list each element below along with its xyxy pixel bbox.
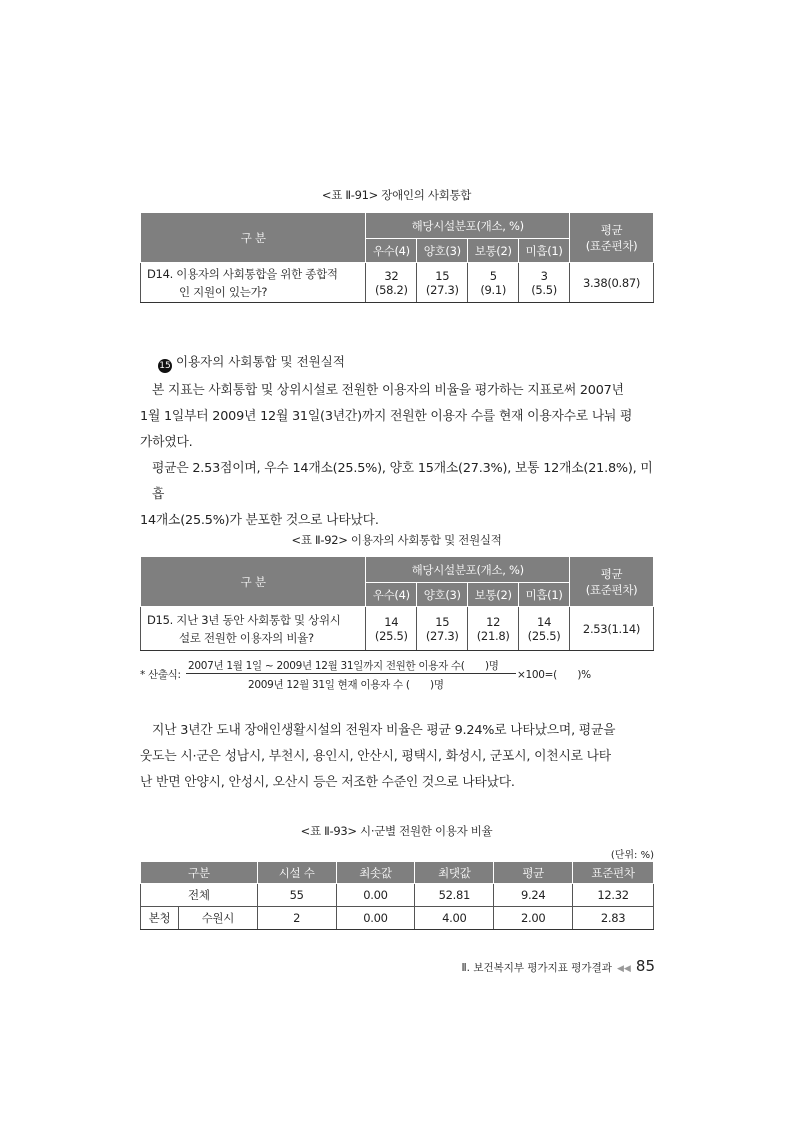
table91-col-header: 양호(3) (417, 239, 468, 263)
paragraph-3: 지난 3년간 도내 장애인생활시설의 전원자 비율은 평균 9.24%로 나타났으며, 평균을 웃도는 시·군은 성남시, 부천시, 용인시, 안산시, 평택시, 화성시, 군포시, 이천시로 나타 난 반면 안양시, 안성시, 오산시 등은 저조한 수준인 것으로 나타났다. (140, 723, 616, 790)
table92-col-header: 양호(3) (417, 583, 468, 607)
table91-cell: 32 (58.2) (366, 263, 417, 303)
table93-header: 표준편차 (573, 862, 654, 884)
table92-col-header: 보통(2) (468, 583, 519, 607)
table93-header: 구분 (141, 862, 258, 884)
formula-denominator: 2009년 12월 31일 현재 이용자 수 ( )명 (248, 679, 444, 691)
table91-cell: 3 (5.5) (519, 263, 570, 303)
table91-col-header: 미흡(1) (519, 239, 570, 263)
formula-suffix: ×100=( )% (517, 669, 591, 681)
table-row: 전체 55 0.00 52.81 9.24 12.32 (141, 884, 654, 907)
footer-text: Ⅱ. 보건복지부 평가지표 평가결과 (461, 962, 612, 974)
table93-unit: (단위: %) (610, 850, 654, 861)
paragraph-1: 본 지표는 사회통합 및 상위시설로 전원한 이용자의 비율을 평가하는 지표로써 2007년 1월 1일부터 2009년 12월 31일(3년간)까지 전원한 이용자 수를 현재 이용자수로 나눠 평 가하였다. 평균은 2.53점이며, 우수 14개소(25.5%), 양호 15개소(27.3%), 보통 12개소(21.8%), 미흡 14개소(25.5%)가 분포한 것으로 나타났다. (140, 383, 653, 528)
table91-avg: 3.38(0.87) (570, 263, 654, 303)
table93-header: 시설 수 (257, 862, 336, 884)
table92-row-label: D15. 지난 3년 동안 사회통합 및 상위시 설로 전원한 이용자의 비율? (141, 607, 366, 651)
table93-header: 평균 (494, 862, 573, 884)
formula (140, 656, 660, 692)
table91-cell: 5 (9.1) (468, 263, 519, 303)
table91-header-avg: 평균 (표준편차) (570, 213, 654, 263)
table92-col-header: 우수(4) (366, 583, 417, 607)
section-heading (158, 352, 345, 373)
table91 (140, 212, 654, 303)
table93-header: 최댓값 (415, 862, 494, 884)
table92-cell: 15 (27.3) (417, 607, 468, 651)
table92-avg: 2.53(1.14) (570, 607, 654, 651)
table92-header-dist: 해당시설분포(개소, %) (366, 557, 570, 583)
table91-caption: <표 Ⅱ-91> 장애인의 사회통합 (321, 188, 472, 202)
page-number: 85 (635, 957, 655, 975)
table92-cell: 14 (25.5) (366, 607, 417, 651)
table92-header-avg: 평균 (표준편차) (570, 557, 654, 607)
table93 (140, 861, 654, 930)
table92-cell: 12 (21.8) (468, 607, 519, 651)
formula-prefix: * 산출식: (140, 669, 181, 681)
table92-cell: 14 (25.5) (519, 607, 570, 651)
table93-caption: <표 Ⅱ-93> 시·군별 전원한 이용자 비율 (300, 824, 493, 838)
table91-col-header: 우수(4) (366, 239, 417, 263)
table92-caption: <표 Ⅱ-92> 이용자의 사회통합 및 전원실적 (291, 533, 502, 547)
table91-row-label: D14. 이용자의 사회통합을 위한 종합적 인 지원이 있는가? (141, 263, 366, 303)
number-badge-icon: 15 (159, 361, 171, 371)
table92-col-header: 미흡(1) (519, 583, 570, 607)
page-footer (440, 956, 655, 975)
table91-header-gubun: 구 분 (141, 213, 366, 263)
table91-col-header: 보통(2) (468, 239, 519, 263)
formula-numerator: 2007년 1월 1일 ~ 2009년 12월 31일까지 전원한 이용자 수( )명 (188, 660, 499, 672)
table91-cell: 15 (27.3) (417, 263, 468, 303)
table92-header-gubun: 구 분 (141, 557, 366, 607)
table91-header-dist: 해당시설분포(개소, %) (366, 213, 570, 239)
section-title: 이용자의 사회통합 및 전원실적 (176, 354, 345, 369)
table93-header: 최솟값 (336, 862, 415, 884)
table92 (140, 556, 654, 651)
fraction-bar (186, 673, 516, 674)
double-arrow-left-icon: ◀◀ (616, 964, 631, 974)
table-row: 본청 수원시 2 0.00 4.00 2.00 2.83 (141, 907, 654, 930)
